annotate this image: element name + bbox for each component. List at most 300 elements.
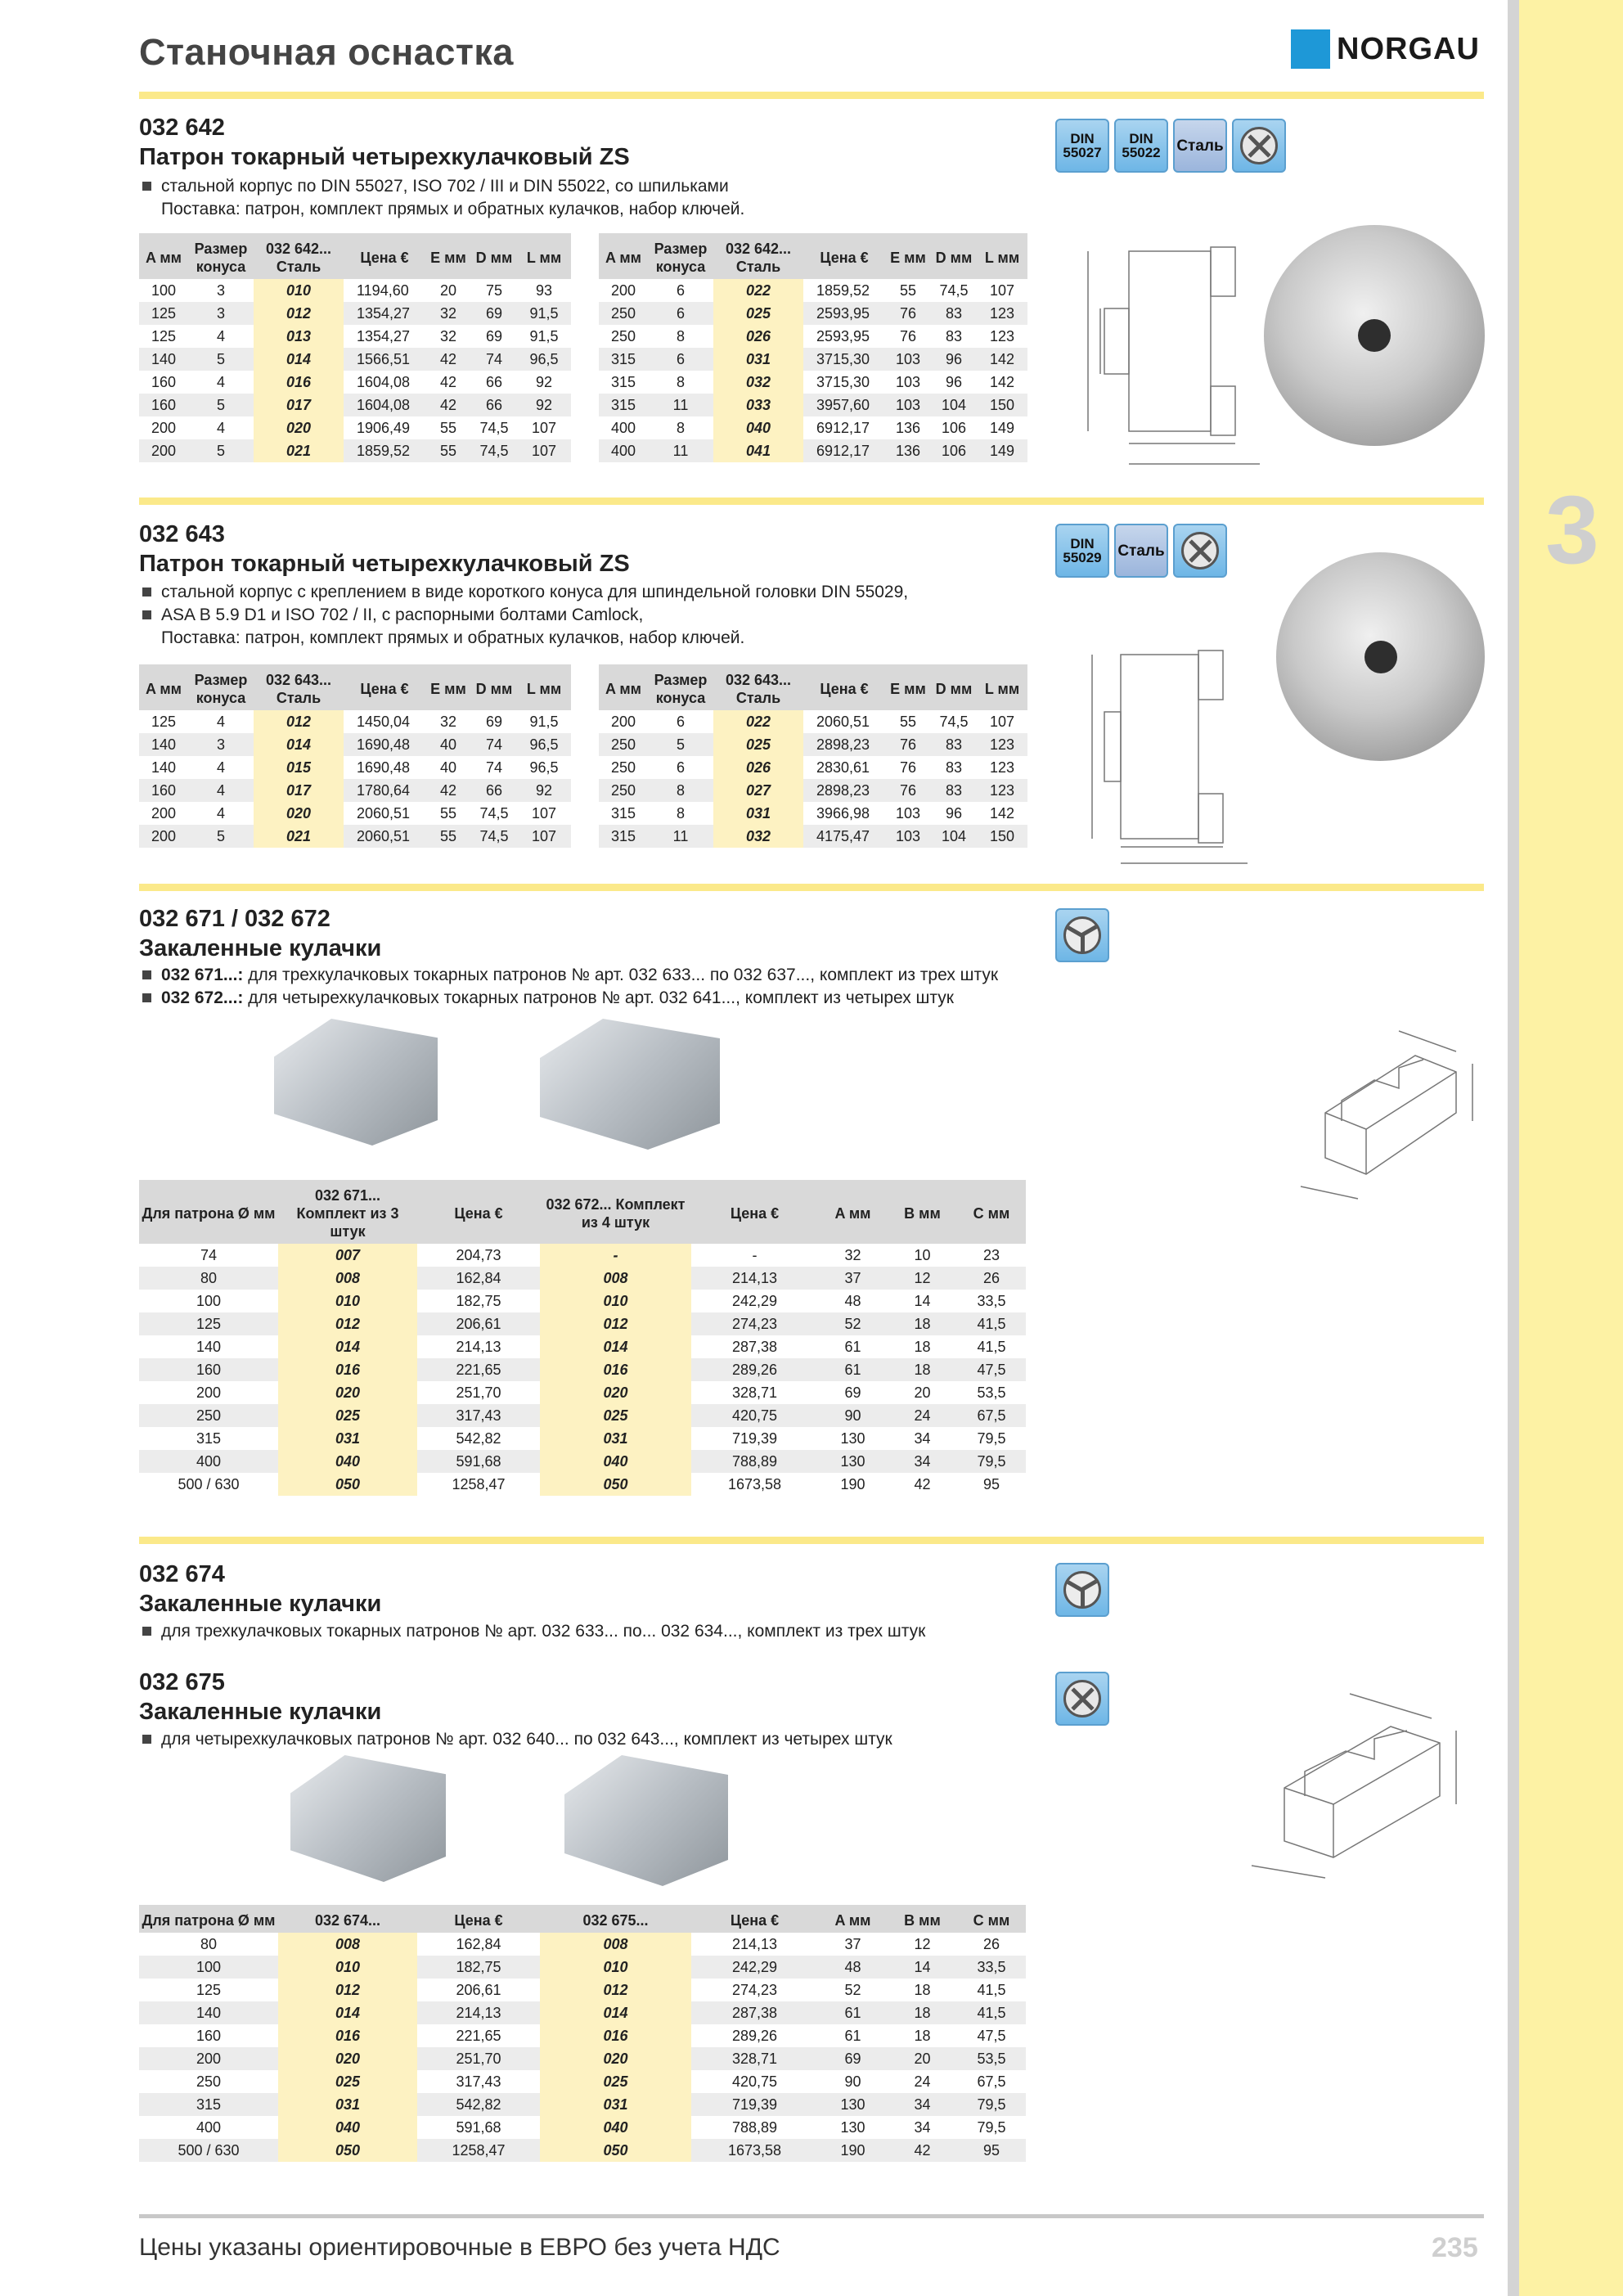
table-cell: 6 [676,759,685,776]
table-row [139,733,571,756]
article-number-cell: 016 [278,1358,417,1381]
article-number-cell: 027 [713,779,803,802]
divider [139,1537,1484,1544]
col-header: D мм [931,233,977,279]
table-cell: 200 [610,281,636,299]
table-cell: 328,71 [731,1384,778,1401]
table-cell: 69 [485,327,503,344]
table-cell: 42 [425,348,471,371]
table-cell: 200 [139,439,188,462]
table-row [139,710,571,733]
table-cell: 1354,27 [344,302,425,325]
table-cell: 52 [818,1312,888,1335]
table-cell: 91,5 [517,302,571,325]
article-number-cell: 040 [278,2116,417,2139]
table-row [139,2116,1026,2139]
table-cell: 1194,60 [357,281,409,299]
table-cell: 55 [425,825,471,848]
article-number-cell: 022 [713,279,803,302]
table-row [599,756,1027,779]
col-header: A мм [818,1905,888,1933]
table-cell: 33,5 [977,1292,1006,1309]
table-cell: 66 [485,373,503,390]
table-cell: 55 [439,804,457,822]
table-cell: 142 [989,804,1015,822]
table-cell: 123 [977,733,1027,756]
table-cell: 142 [977,348,1027,371]
table-cell: 2060,51 [344,825,425,848]
table-cell: 274,23 [731,1981,778,1998]
bullet-icon [142,588,151,597]
table-row [139,2001,1026,2024]
article-number-cell: 012 [254,302,344,325]
table-row [139,2139,1026,2162]
col-header: A мм [599,233,648,279]
col-header: A мм [139,664,188,710]
article-number-cell: 020 [540,2047,691,2070]
table-cell: 3 [188,733,254,756]
table-cell: 4 [216,804,225,822]
table-cell: 18 [914,2027,931,2044]
price-table [599,233,1027,462]
table-cell: 4 [216,327,225,344]
col-header: D мм [471,664,517,710]
table-cell: 79,5 [957,1450,1026,1473]
col-header: E мм [425,664,471,710]
table-cell: 160 [139,394,188,416]
table-cell: 5 [188,825,254,848]
table-cell: 221,65 [456,2027,501,2044]
article-number-cell: 026 [713,325,803,348]
article-number-cell: 017 [254,779,344,802]
table-cell: 214,13 [731,1935,778,1952]
table-cell: 95 [957,2139,1026,2162]
table-row [139,302,571,325]
table-cell: 48 [844,1292,861,1309]
price-table [599,664,1027,848]
table-row [139,1404,1026,1427]
table-cell: 107 [517,439,571,462]
table-cell: 400 [610,419,636,436]
table-cell: 47,5 [977,2027,1006,2044]
table-cell: 420,75 [691,1404,818,1427]
table-cell: 125 [139,1312,278,1335]
table-cell: 250 [196,2073,222,2090]
col-header: A мм [818,1180,888,1244]
table-cell: 1690,48 [344,733,425,756]
article-number-cell: 017 [254,394,344,416]
table-cell: 1859,52 [816,281,870,299]
table-cell: 76 [885,302,931,325]
section-description: для четырехкулачковых патронов № арт. 032 640... по 032 643..., комплект из четырех штук [141,1728,1081,1751]
table-cell: 542,82 [456,1429,501,1447]
table-cell: 4 [216,419,225,436]
table-row [139,1290,1026,1312]
article-number-cell: 016 [540,1358,691,1381]
table-cell: 74 [471,733,517,756]
table-cell: 61 [818,2001,888,2024]
article-number-cell: 010 [540,1956,691,1979]
table-cell: 20 [439,281,457,299]
table-cell: 96,5 [517,733,571,756]
table-cell: 55 [425,439,471,462]
article-number-cell: 026 [713,756,803,779]
jaw-technical-drawing [1235,1681,1472,1886]
table-cell: 250 [599,733,648,756]
col-header: B мм [888,1905,957,1933]
table-cell: 61 [818,1358,888,1381]
section-title: Закаленные кулачки [139,935,382,961]
table-cell: 34 [914,2118,931,2136]
col-header: C мм [957,1180,1026,1244]
col-header: Цена € [344,233,425,279]
table-cell: 104 [931,394,977,416]
chapter-tab [1519,0,1623,2296]
table-cell: 91,5 [529,713,559,730]
table-cell: 4 [216,373,225,390]
table-cell: 3 [216,281,225,299]
table-row [139,1381,1026,1404]
article-number-cell: 031 [540,1427,691,1450]
table-cell: 33,5 [957,1956,1026,1979]
col-header: Размер конуса [188,233,254,279]
table-cell: 37 [818,1267,888,1290]
table-row [139,1450,1026,1473]
table-cell: 83 [945,327,963,344]
table-cell: 1604,08 [357,373,411,390]
table-cell: 41,5 [957,1312,1026,1335]
table-cell: 34 [888,1450,957,1473]
table-cell: 2593,95 [816,327,870,344]
table-cell: 200 [196,1384,222,1401]
table-cell: 66 [471,394,517,416]
table-cell: 287,38 [731,1338,778,1355]
article-number-cell: 016 [254,371,344,394]
table-cell: 1673,58 [727,1475,782,1492]
table-cell: 100 [196,1292,222,1309]
table-cell: 591,68 [417,1450,540,1473]
table-cell: 250 [599,779,648,802]
col-header: L мм [517,664,571,710]
table-cell: 400 [139,1450,278,1473]
table-cell: 130 [840,1429,865,1447]
article-number-cell: 012 [278,1979,417,2001]
article-number-cell: 022 [713,710,803,733]
section-description: для трехкулачковых токарных патронов № арт. 032 633... по... 032 634..., комплект из трех штук [141,1620,1081,1643]
table-cell: 160 [139,779,188,802]
footer-note: Цены указаны ориентировочные в ЕВРО без учета НДС [139,2234,780,2261]
table-cell: 79,5 [957,2093,1026,2116]
table-cell: 4175,47 [803,825,885,848]
table-cell: 18 [888,2001,957,2024]
jaw-set-photo [290,1755,446,1882]
article-number-cell: 025 [713,733,803,756]
four-jaw-chuck-icon [1173,524,1227,578]
article-number-cell: 016 [540,2024,691,2047]
table-cell: 1859,52 [344,439,425,462]
table-cell: 41,5 [977,1338,1006,1355]
din-badge: DIN 55022 [1114,119,1168,173]
table-cell: 26 [982,1935,1000,1952]
table-cell: 23 [982,1246,1000,1263]
table-cell: 79,5 [977,2118,1006,2136]
table-cell: 2830,61 [816,759,870,776]
section-code: 032 675 [139,1669,225,1695]
page-title: Станочная оснастка [139,31,514,73]
table-cell: 1673,58 [691,2139,818,2162]
table-cell: 53,5 [977,1384,1006,1401]
table-cell: 315 [599,825,648,848]
table-row [139,348,571,371]
table-cell: 140 [139,2001,278,2024]
bullet-icon [142,182,151,191]
table-row [599,710,1027,733]
table-row [139,1427,1026,1450]
article-number-cell: 020 [278,1381,417,1404]
table-row [139,1335,1026,1358]
table-cell: 67,5 [977,2073,1006,2090]
table-cell: 1354,27 [357,327,411,344]
table-row [599,348,1027,371]
table-cell: 18 [888,1312,957,1335]
table-row [139,1244,1026,1267]
table-cell: 140 [151,759,177,776]
table-cell: 83 [931,779,977,802]
table-row [139,439,571,462]
table-cell: 719,39 [691,2093,818,2116]
table-cell: 788,89 [691,1450,818,1473]
article-number-cell: 021 [254,825,344,848]
table-cell: 1450,04 [357,713,411,730]
col-header: D мм [931,664,977,710]
col-header: A мм [599,664,648,710]
table-row [139,416,571,439]
table-cell: 1780,64 [344,779,425,802]
table-cell: 18 [914,1981,931,1998]
table-cell: 48 [818,1956,888,1979]
table-cell: 6 [676,713,685,730]
article-number-cell: 025 [540,2070,691,2093]
table-header-row [599,233,1027,279]
section-code: 032 671 / 032 672 [139,906,330,932]
table-cell: 61 [844,1338,861,1355]
table-cell: 136 [895,419,921,436]
table-row [139,394,571,416]
table-cell: 1258,47 [452,1475,506,1492]
badge-group [1055,524,1227,578]
table-row [139,779,571,802]
chapter-number: 3 [1545,476,1599,584]
article-number-cell: 012 [540,1979,691,2001]
table-cell: 69 [471,302,517,325]
table-cell: 4 [188,779,254,802]
table-cell: 2060,51 [357,804,411,822]
table-cell: 206,61 [456,1981,501,1998]
footer-divider [139,2214,1484,2218]
article-number-cell: 013 [254,325,344,348]
table-cell: 8 [676,419,685,436]
table-cell: 2898,23 [803,733,885,756]
table-cell: 500 / 630 [139,2139,278,2162]
table-cell: 1906,49 [357,419,411,436]
table-cell: 24 [888,1404,957,1427]
table-cell: 83 [945,759,963,776]
col-header: 032 672... Комплект из 4 штук [540,1180,691,1244]
table-cell: 5 [648,733,713,756]
article-number-cell: 010 [540,1290,691,1312]
table-cell: 55 [899,281,917,299]
table-cell: 11 [648,825,713,848]
table-cell: 74,5 [479,804,509,822]
article-number-cell: 020 [278,2047,417,2070]
bullet-icon [142,1735,151,1744]
table-cell: 140 [196,1338,222,1355]
table-cell: 42 [439,373,457,390]
col-header: 032 642... Сталь [254,233,344,279]
table-cell: 542,82 [417,2093,540,2116]
col-header: Для патрона Ø мм [139,1905,278,1933]
col-header: Цена € [803,664,885,710]
table-cell: 67,5 [957,1404,1026,1427]
section-title: Патрон токарный четырехкулачковый ZS [139,551,630,577]
table-cell: 42 [888,2139,957,2162]
table-cell: 162,84 [456,1935,501,1952]
col-header: D мм [471,233,517,279]
table-cell: 200 [139,825,188,848]
table-cell: 8 [676,373,685,390]
table-cell: 12 [888,1267,957,1290]
table-cell: 204,73 [456,1246,501,1263]
table-row [139,325,571,348]
table-cell: 591,68 [456,2118,501,2136]
table-cell: 66 [471,779,517,802]
din-badge: DIN 55027 [1055,119,1109,173]
divider [139,92,1484,99]
table-row [139,2024,1026,2047]
table-cell: 214,13 [456,1338,501,1355]
table-cell: 315 [599,394,648,416]
table-cell: 2060,51 [816,713,870,730]
table-cell: 140 [139,348,188,371]
section-title: Патрон токарный четырехкулачковый ZS [139,144,630,170]
article-number-cell: 008 [278,1933,417,1956]
table-cell: 5 [188,439,254,462]
table-cell: 96 [945,373,963,390]
table-cell: 74 [485,759,503,776]
table-cell: 214,13 [417,2001,540,2024]
table-cell: 76 [885,779,931,802]
table-cell: 5 [188,394,254,416]
table-row [599,279,1027,302]
table-cell: 107 [531,804,557,822]
table-cell: 250 [610,759,636,776]
article-number-cell: 020 [254,416,344,439]
table-cell: 242,29 [691,1956,818,1979]
table-row [139,1267,1026,1290]
table-header-row [139,233,571,279]
table-cell: 80 [200,1935,218,1952]
table-cell: 149 [989,419,1015,436]
section-description: стальной корпус с креплением в виде короткого конуса для шпиндельной головки DIN 55029, ASA B 5.9 D1 и ISO 702 / II, с распорными болтами Camlock, Поставка: патрон, комплект прямых и обратных кулачков, набор ключей. [141,581,1081,650]
article-number-cell: 025 [278,1404,417,1427]
steel-badge: Сталь [1173,119,1227,173]
table-cell: 76 [885,733,931,756]
table-cell: 55 [899,713,917,730]
table-cell: 96 [945,804,963,822]
table-cell: 74,5 [479,419,509,436]
divider [139,497,1484,505]
col-header: E мм [425,233,471,279]
table-cell: 5 [188,348,254,371]
article-number-cell: 016 [278,2024,417,2047]
article-number-cell: 031 [713,802,803,825]
table-header-row [599,664,1027,710]
table-cell: 74 [471,348,517,371]
bullet-icon [142,970,151,979]
table-row [599,371,1027,394]
article-number-cell: 020 [254,802,344,825]
table-cell: 315 [610,804,636,822]
table-cell: 74,5 [471,825,517,848]
article-number-cell: 020 [540,1381,691,1404]
table-cell: 2898,23 [803,779,885,802]
table-cell: 18 [914,1338,931,1355]
table-cell: 140 [139,733,188,756]
article-number-cell: 010 [254,279,344,302]
table-cell: 315 [139,2093,278,2116]
table-row [599,802,1027,825]
table-cell: 400 [599,439,648,462]
table-cell: 289,26 [731,2027,778,2044]
three-jaw-chuck-icon [1055,1563,1109,1617]
section-description: 032 671...: для трехкулачковых токарных патронов № арт. 032 633... по 032 637..., комплект из трех штук 032 672...: для четырехкулачковых токарных патронов № арт. 032 641..., комплект из четырех штук [141,964,1081,1010]
table-cell: 123 [977,302,1027,325]
chuck-photo [1264,225,1485,446]
col-header: 032 643... Сталь [713,664,803,710]
table-cell: 150 [977,394,1027,416]
col-header: Размер конуса [648,233,713,279]
article-number-cell: 025 [713,302,803,325]
table-cell: 3957,60 [803,394,885,416]
table-cell: 74,5 [471,439,517,462]
bullet-icon [142,610,151,619]
table-cell: 250 [139,1404,278,1427]
table-cell: 12 [914,1935,931,1952]
table-cell: 130 [818,1450,888,1473]
table-cell: 20 [914,1384,931,1401]
col-header: Цена € [691,1905,818,1933]
col-header: A мм [139,233,188,279]
jaw-price-table [139,1180,1026,1496]
table-cell: 76 [899,759,917,776]
page-number: 235 [1432,2232,1478,2263]
table-cell: 100 [139,1956,278,1979]
table-cell: 92 [517,394,571,416]
table-cell: 251,70 [456,1384,501,1401]
table-cell: 328,71 [691,2047,818,2070]
col-header: 032 675... [540,1905,691,1933]
table-row [599,733,1027,756]
table-row [139,1473,1026,1496]
table-row [599,439,1027,462]
table-cell: 103 [895,373,921,390]
table-cell: 788,89 [731,2118,778,2136]
table-cell: 190 [840,1475,865,1492]
chuck-photo [1276,552,1485,761]
col-header: Цена € [417,1180,540,1244]
article-number-cell: 031 [278,2093,417,2116]
table-cell: 130 [840,2118,865,2136]
